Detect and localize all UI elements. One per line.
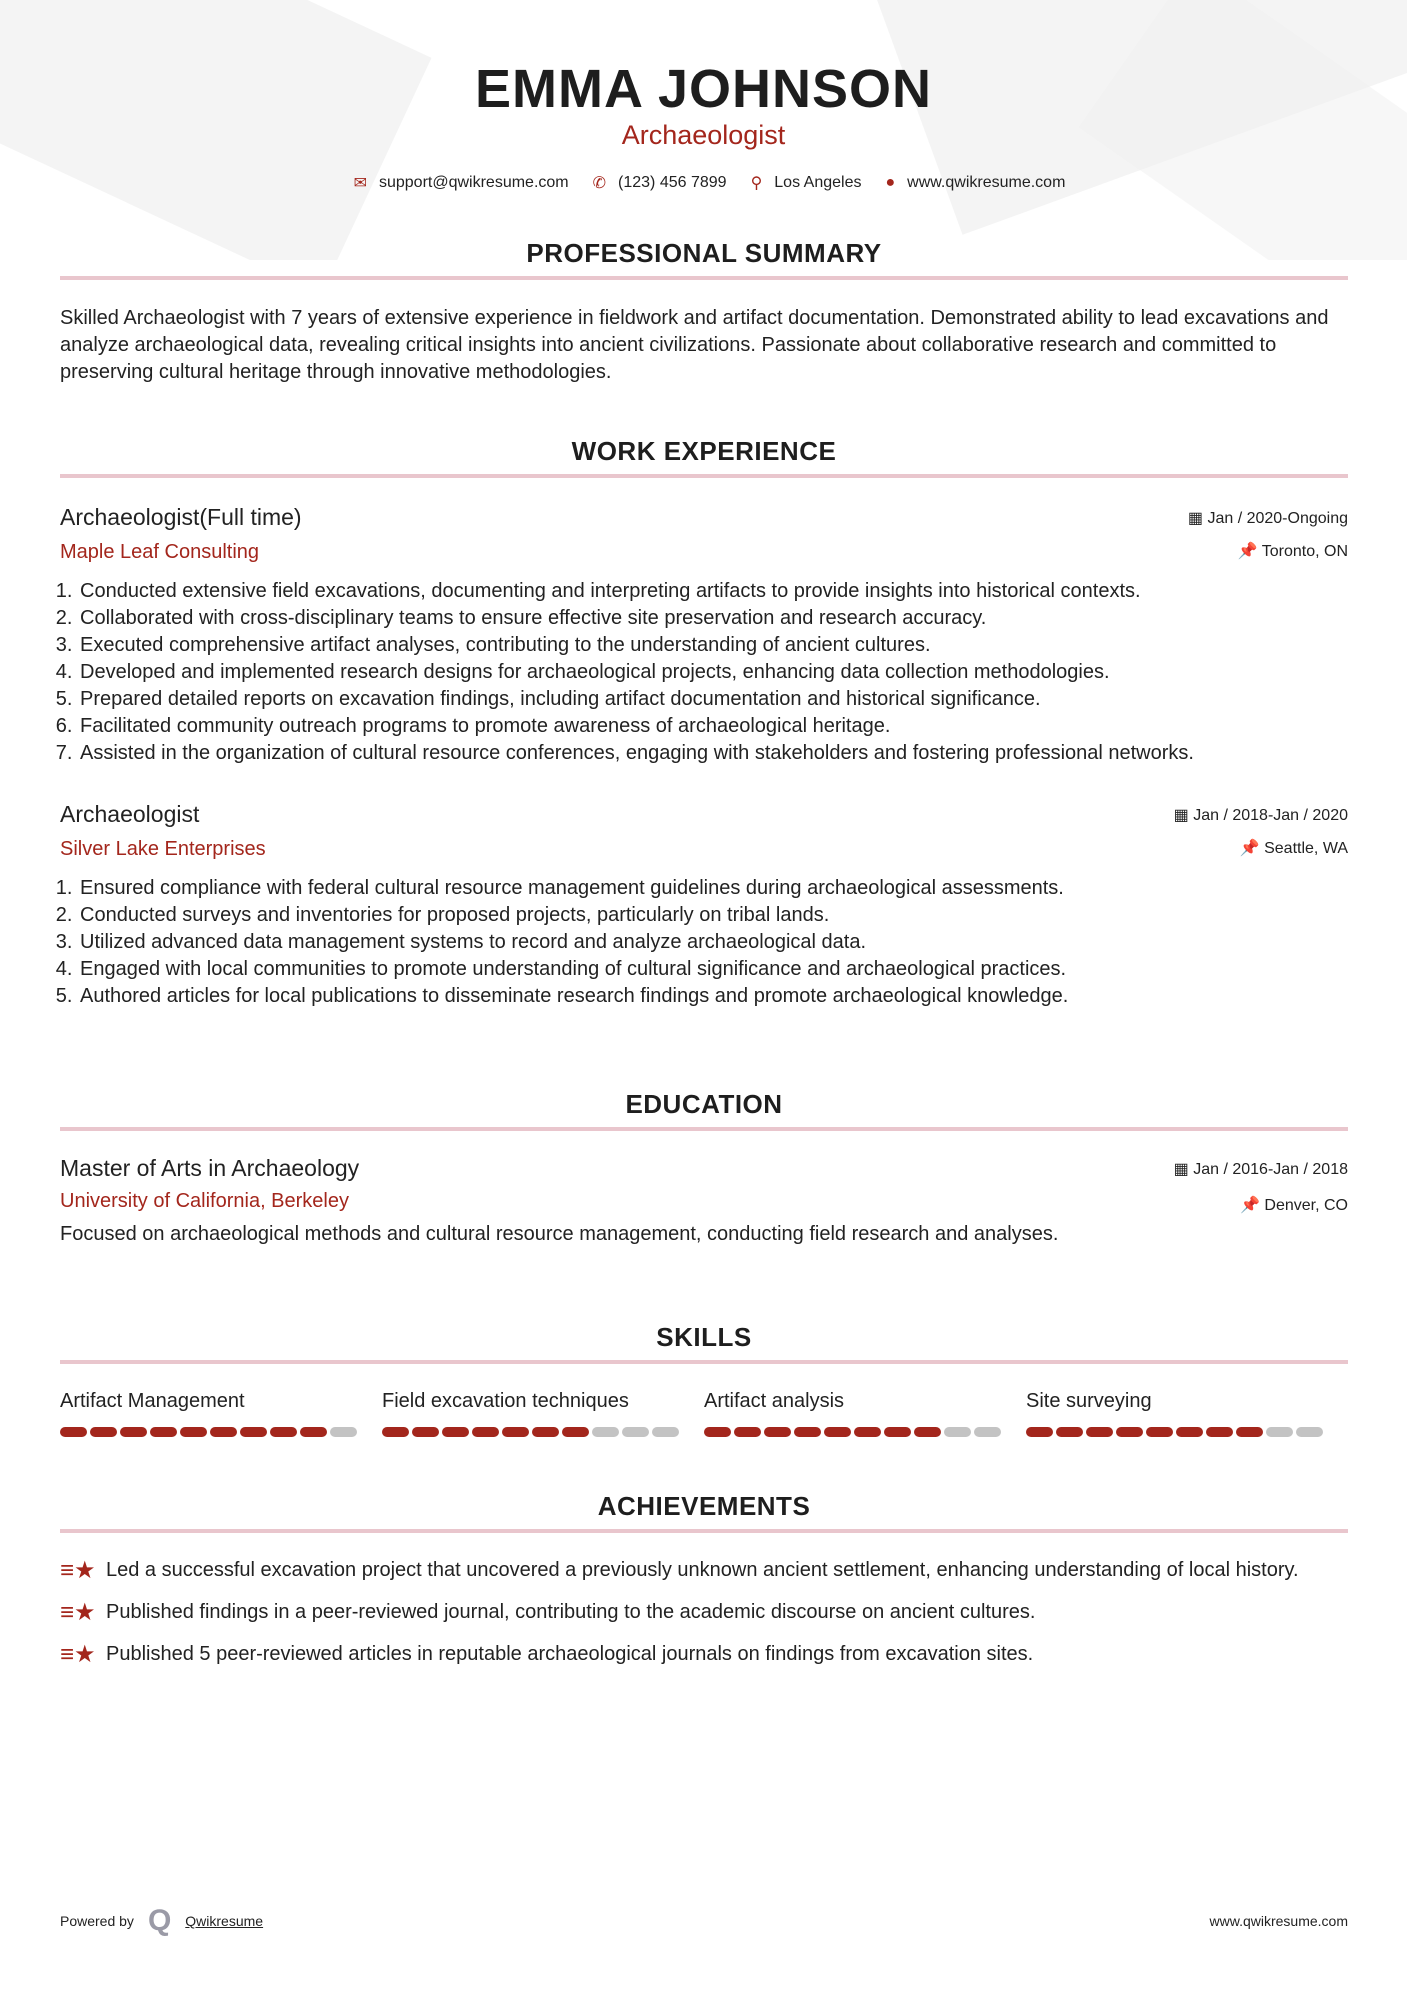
skill-level-segment: [502, 1427, 529, 1437]
achievement-item: [60, 1557, 1348, 1584]
skill-level-segment: [300, 1427, 327, 1437]
skill-level-segment: [382, 1427, 409, 1437]
achievement-text: Published 5 peer-reviewed articles in reputable archaeological journals on findings from excavation sites.: [106, 1643, 1034, 1665]
skill-level-segment: [652, 1427, 679, 1437]
skill-level-segment: [622, 1427, 649, 1437]
skill-name: Site surveying: [1026, 1390, 1152, 1412]
star-icon: ≡★: [60, 1599, 96, 1626]
skill-level-bar: [1026, 1427, 1326, 1437]
skill-level-segment: [1296, 1427, 1323, 1437]
skill-item: [60, 1390, 360, 1437]
email-icon: ✉: [353, 175, 367, 192]
achievement-text: Published findings in a peer-reviewed journal, contributing to the academic discourse on ancient cultures.: [106, 1601, 1036, 1623]
bullet: 5. Authored articles for local publications to disseminate research findings and promote archaeological knowledge.: [78, 983, 1348, 1010]
skill-level-segment: [592, 1427, 619, 1437]
calendar-icon: ▦: [1173, 807, 1194, 824]
skill-level-segment: [210, 1427, 237, 1437]
section-heading: EDUCATION: [625, 1089, 783, 1119]
bullet: 4. Engaged with local communities to promote understanding of cultural significance and archaeological practices.: [78, 956, 1348, 983]
skill-level-segment: [974, 1427, 1001, 1437]
bullet: 1. Conducted extensive field excavations, documenting and interpreting artifacts to provide insights into historical contexts.: [78, 578, 1348, 605]
skill-level-segment: [1266, 1427, 1293, 1437]
candidate-name: EMMA JOHNSON: [474, 59, 933, 119]
skill-level-segment: [90, 1427, 117, 1437]
skill-level-segment: [532, 1427, 559, 1437]
skill-name: Field excavation techniques: [382, 1390, 629, 1412]
skill-level-segment: [1236, 1427, 1263, 1437]
job-location: 📌 Seattle, WA: [1239, 840, 1348, 857]
powered-by-label: Powered by: [60, 1913, 134, 1929]
skill-level-segment: [1026, 1427, 1053, 1437]
job-title: Archaeologist: [621, 120, 786, 150]
achievement-text: Led a successful excavation project that uncovered a previously unknown ancient settlement, enhancing understanding of local history.: [106, 1559, 1299, 1581]
skill-level-segment: [1146, 1427, 1173, 1437]
skill-level-bar: [704, 1427, 1004, 1437]
education-location: 📌 Denver, CO: [1240, 1197, 1348, 1214]
skill-level-segment: [734, 1427, 761, 1437]
phone-icon: ✆: [592, 175, 607, 192]
school: University of California, Berkeley: [60, 1190, 349, 1212]
skill-level-segment: [330, 1427, 357, 1437]
brand-link[interactable]: Qwikresume: [185, 1913, 264, 1929]
section-heading: WORK EXPERIENCE: [571, 436, 837, 466]
skill-level-segment: [1086, 1427, 1113, 1437]
experience-section: [60, 436, 1348, 1010]
skill-level-segment: [1116, 1427, 1143, 1437]
job-entry: [60, 801, 1348, 1010]
skill-level-segment: [944, 1427, 971, 1437]
achievement-item: [60, 1641, 1348, 1668]
company: Maple Leaf Consulting: [60, 541, 260, 563]
location: Los Angeles: [774, 174, 862, 191]
section-heading: ACHIEVEMENTS: [597, 1491, 811, 1521]
bullet: 5. Prepared detailed reports on excavation findings, including artifact documentation and historical significance.: [78, 686, 1348, 713]
skill-level-segment: [240, 1427, 267, 1437]
job-dates: ▦ Jan / 2018-Jan / 2020: [1173, 807, 1348, 824]
achievement-item: [60, 1599, 1348, 1626]
job-location: 📌 Toronto, ON: [1237, 543, 1348, 560]
skills-list: [60, 1390, 1348, 1437]
skill-level-segment: [1056, 1427, 1083, 1437]
job-bullets: [60, 875, 1348, 1010]
star-icon: ≡★: [60, 1557, 96, 1584]
skill-level-segment: [1176, 1427, 1203, 1437]
website[interactable]: www.qwikresume.com: [907, 174, 1066, 191]
bullet: 2. Conducted surveys and inventories for proposed projects, particularly on tribal lands.: [78, 902, 1348, 929]
skill-level-segment: [150, 1427, 177, 1437]
skill-level-segment: [562, 1427, 589, 1437]
skill-level-segment: [824, 1427, 851, 1437]
bullet: 3. Utilized advanced data management systems to record and analyze archaeological data.: [78, 929, 1348, 956]
summary-text: Skilled Archaeologist with 7 years of extensive experience in fieldwork and artifact documentation. Demonstrated ability to lead excavations and analyze archaeological data, revealing critical insights into ancient civilizations. Passionate about collaborative research and committed to preserving cultural heritage through innovative methodologies.: [60, 307, 1329, 383]
skill-level-segment: [120, 1427, 147, 1437]
qwikresume-logo-icon: Q: [147, 1904, 172, 1937]
divider: [60, 276, 1348, 280]
globe-icon: ●: [885, 174, 896, 191]
skill-level-segment: [60, 1427, 87, 1437]
skill-level-bar: [382, 1427, 682, 1437]
skill-item: [1026, 1390, 1326, 1437]
skills-section: [60, 1322, 1348, 1437]
bullet: 3. Executed comprehensive artifact analyses, contributing to the understanding of ancient cultures.: [78, 632, 1348, 659]
job-dates: ▦ Jan / 2020-Ongoing: [1187, 510, 1348, 527]
bullet: 2. Collaborated with cross-disciplinary teams to ensure effective site preservation and research accuracy.: [78, 605, 1348, 632]
footer: [60, 1904, 1348, 1938]
footer-website[interactable]: www.qwikresume.com: [1209, 1913, 1348, 1929]
skill-name: Artifact Management: [60, 1390, 245, 1412]
section-heading: PROFESSIONAL SUMMARY: [526, 238, 882, 268]
star-icon: ≡★: [60, 1641, 96, 1668]
skill-level-segment: [1206, 1427, 1233, 1437]
section-heading: SKILLS: [656, 1322, 752, 1352]
degree: Master of Arts in Archaeology: [60, 1155, 360, 1181]
phone: (123) 456 7899: [618, 174, 727, 191]
divider: [60, 1127, 1348, 1131]
email[interactable]: support@qwikresume.com: [378, 174, 569, 191]
skill-level-segment: [884, 1427, 911, 1437]
skill-level-segment: [180, 1427, 207, 1437]
company: Silver Lake Enterprises: [60, 838, 266, 860]
pin-icon: 📌: [1239, 840, 1265, 857]
skill-level-bar: [60, 1427, 360, 1437]
job-entry: [60, 504, 1348, 767]
skill-item: [704, 1390, 1004, 1437]
bullet: 7. Assisted in the organization of cultural resource conferences, engaging with stakeholders and fostering professional networks.: [78, 740, 1348, 767]
skill-level-segment: [270, 1427, 297, 1437]
skill-item: [382, 1390, 682, 1437]
pin-icon: 📌: [1237, 543, 1262, 560]
education-description: Focused on archaeological methods and cultural resource management, conducting field research and analyses.: [60, 1223, 1059, 1245]
summary-section: [60, 238, 1348, 386]
education-dates: ▦ Jan / 2016-Jan / 2018: [1173, 1161, 1348, 1178]
divider: [60, 474, 1348, 478]
divider: [60, 1529, 1348, 1533]
education-entry: [60, 1155, 1348, 1248]
skill-level-segment: [412, 1427, 439, 1437]
job-bullets: [60, 578, 1348, 767]
contact-bar: [0, 173, 1407, 193]
bullet: 6. Facilitated community outreach programs to promote awareness of archaeological heritage.: [78, 713, 1348, 740]
location-pin-icon: ⚲: [750, 175, 763, 192]
bullet: 4. Developed and implemented research designs for archaeological projects, enhancing data collection methodologies.: [78, 659, 1348, 686]
job-title: Archaeologist: [60, 801, 200, 827]
pin-icon: 📌: [1240, 1197, 1265, 1214]
skill-level-segment: [914, 1427, 941, 1437]
skill-level-segment: [854, 1427, 881, 1437]
skill-level-segment: [764, 1427, 791, 1437]
achievements-section: [60, 1491, 1348, 1683]
job-title: Archaeologist(Full time): [60, 504, 302, 530]
skill-level-segment: [794, 1427, 821, 1437]
calendar-icon: ▦: [1187, 510, 1208, 527]
skill-level-segment: [472, 1427, 499, 1437]
education-section: [60, 1089, 1348, 1248]
skill-level-segment: [704, 1427, 731, 1437]
skill-level-segment: [442, 1427, 469, 1437]
calendar-icon: ▦: [1173, 1161, 1194, 1178]
divider: [60, 1360, 1348, 1364]
skill-name: Artifact analysis: [704, 1390, 845, 1412]
bullet: 1. Ensured compliance with federal cultural resource management guidelines during archaeological assessments.: [78, 875, 1348, 902]
